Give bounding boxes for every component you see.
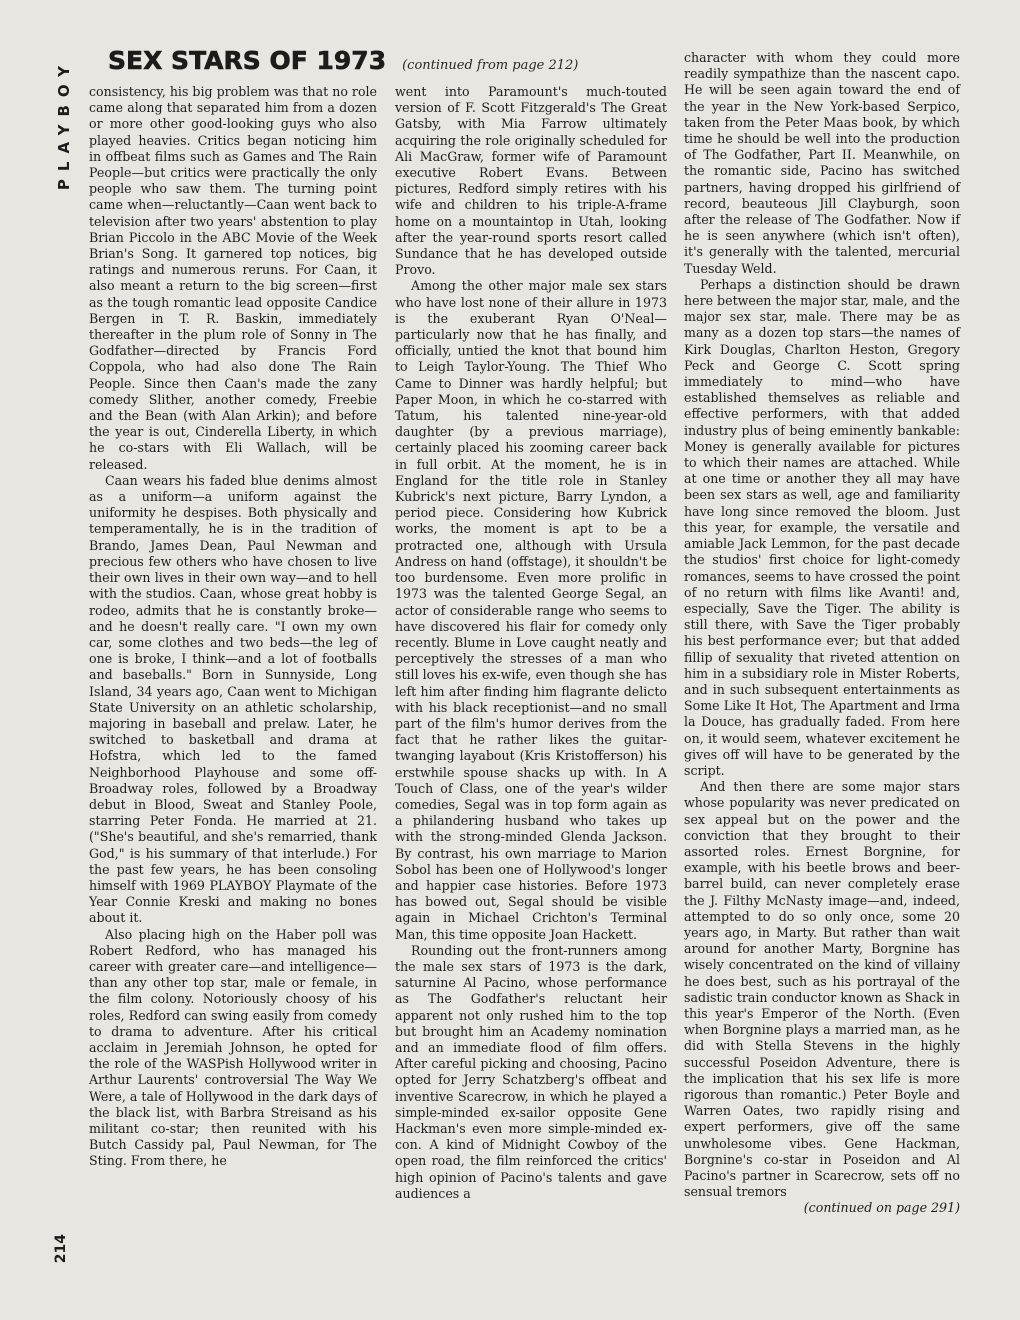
paragraph: consistency, his big problem was that no role came along that separated him from a dozen or more other good-looking guys who also played heavies. Critics began noticing him in offbeat films such as Games and The Rain People—but critics were practically the only people who saw them. The turning point came when—reluctantly—Caan went back to television after two years' abstention to play Brian Piccolo in the ABC Movie of the Week Brian's Song. It garnered top notices, big ratings and numerous reruns. For Caan, it also meant a return to the big screen—first as the tough romantic lead opposite Candice Bergen in T. R. Baskin, immediately thereafter in the plum role of Sonny in The Godfather—directed by Francis Ford Coppola, who had also done The Rain People. Since then Caan's made the zany comedy Slither, another comedy, Freebie and the Bean (with Alan Arkin); and before the year is out, Cinderella Liberty, in which he co-stars with Eli Wallach, will be released. [89,84,378,472]
magazine-name: PLAYBOY [55,57,73,191]
page-number-text: 214 [53,1234,69,1264]
continued-on-note: (continued on page 291) [803,1200,960,1216]
paragraph: character with whom they could more readily sympathize than the nascent capo. He will be seen again toward the end of the year in the New York-based Serpico, taken from the Peter Maas book, by which time he should be well into the production of The Godfather, Part II. Meanwhile, on the romantic side, Pacino has switched partners, having dropped his girlfriend of record, beauteous Jill Clayburgh, soon after the release of The Godfather. Now if he is seen anywhere (which isn't often), it's generally with the talented, mercurial Tuesday Weld. [684,50,960,276]
paragraph: Among the other major male sex stars who have lost none of their allure in 1973 is the exuberant Ryan O'Neal—particularly now that he has finally, and officially, untied the knot that bound him to Leigh Taylor-Young. The Thief Who Came to Dinner was hardly helpful; but Paper Moon, in which he co-starred with Tatum, his talented nine-year-old daughter (by a previous marriage), certainly placed his zooming career back in full orbit. At the moment, he is in England for the title role in Stanley Kubrick's next picture, Barry Lyndon, a period piece. Considering how Kubrick works, the moment is apt to be a protracted one, although with Ursula Andress on hand (offstage), it shouldn't be too burdensome. Even more prolific in 1973 was the talented George Segal, an actor of considerable range who seems to have discovered his flair for comedy only recently. Blume in Love caught neatly and perceptively the stresses of a man who still loves his ex-wife, even though she has left him after finding him flagrante delicto with his black receptionist—and no small part of the film's humor derives from the fact that he rather likes the guitar-twanging layabout (Kris Kristofferson) his erstwhile spouse shacks up with. In A Touch of Class, one of the year's wilder comedies, Segal was in top form again as a philandering husband who takes up with the strong-minded Glenda Jackson. By contrast, his own marriage to Marion Sobol has been one of Hollywood's longer and happier case histories. Before 1973 has bowed out, Segal should be visible again in Michael Crichton's Terminal Man, this time opposite Joan Hackett. [395,278,667,942]
paragraph: Perhaps a distinction should be drawn here between the major star, male, and the major sex star, male. There may be as many as a dozen top stars—the names of Kirk Douglas, Charlton Heston, Gregory Peck and George C. Scott spring immediately to mind—who have established themselves as reliable and effective performers, with that added industry plus of being eminently bankable: Money is generally available for pictures to which their names are attached. While at one time or another they all may have been sex stars as well, age and familiarity have long since removed the bloom. Just this year, for example, the versatile and amiable Jack Lemmon, for the past decade the studios' first choice for light-comedy romances, seems to have crossed the point of no return with films like Avanti! and, especially, Save the Tiger. The ability is still there, with Save the Tiger probably his best performance ever; but that added fillip of sexuality that riveted attention on him in a subsidiary role in Mister Roberts, and in such subsequent entertainments as Some Like It Hot, The Apartment and Irma la Douce, has gradually faded. From here on, it would seem, whatever excitement he gives off will have to be generated by the script. [684,276,960,778]
paragraph: went into Paramount's much-touted version of F. Scott Fitzgerald's The Great Gatsby, with Mia Farrow ultimately acquiring the role originally scheduled for Ali MacGraw, former wife of Paramount executive Robert Evans. Between pictures, Redford simply retires with his wife and children to his triple-A-frame home on a mountaintop in Utah, looking after the year-round sports resort called Sundance that he has developed outside Provo. [395,84,667,278]
article-header [108,46,578,86]
page-number [46,1234,76,1263]
magazine-name-spine [50,44,78,204]
article-title: SEX STARS OF 1973 [108,46,387,75]
paragraph: Also placing high on the Haber poll was Robert Redford, who has managed his career with greater care—and intelligence—than any other top star, male or female, in the film colony. Notoriously choosy of his roles, Redford can swing easily from comedy to drama to adventure. After his critical acclaim in Jeremiah Johnson, he opted for the role of the WASPish Hollywood writer in Arthur Laurents' controversial The Way We Were, a tale of Hollywood in the dark days of the black list, with Barbra Streisand as his militant co-star; then reunited with his Butch Cassidy pal, Paul Newman, for The Sting. From there, he [89,926,377,1169]
paragraph: Rounding out the front-runners among the male sex stars of 1973 is the dark, saturnine Al Pacino, whose performance as The Godfather's reluctant heir apparent not only rushed him to the top but brought him an Academy nomination and an immediate flood of film offers. After careful picking and choosing, Pacino opted for Jerry Schatzberg's offbeat and inventive Scarecrow, in which he played a simple-minded ex-sailor opposite Gene Hackman's even more simple-minded ex-con. A kind of Midnight Cowboy of the open road, the film reinforced the critics' high opinion of Pacino's talents and gave audiences a [395,942,667,1201]
continued-from-note: (continued from page 212) [402,58,579,73]
text-column-1 [89,84,377,1170]
text-column-3 [684,50,960,1217]
paragraph: And then there are some major stars whose popularity was never predicated on sex appeal but on the power and the conviction that they brought to their assorted roles. Ernest Borgnine, for example, with his beetle brows and beer-barrel build, can never completely erase the J. Filthy McNasty image—and, indeed, attempted to do so only once, some 20 years ago, in Marty. But rather than wait around for another Marty, Borgnine has wisely concentrated on the kind of villainy he does best, such as his portrayal of the sadistic train conductor known as Shack in this year's Emperor of the North. (Even when Borgnine plays a married man, as he did with Stella Stevens in the highly successful Poseidon Adventure, there is the implication that his sex life is more rigorous than romantic.) Peter Boyle and Warren Oates, two rapidly rising and expert performers, give off the same unwholesome vibes. Gene Hackman, Borgnine's co-star in Poseidon and Al Pacino's partner in Scarecrow, sets off no sensual tremors [684,779,960,1200]
paragraph: Caan wears his faded blue denims almost as a uniform—a uniform against the uniformity he despises. Both physically and temperamentally, he is in the tradition of Brando, James Dean, Paul Newman and precious few others who have chosen to live their own lives in their own way—and to hell with the studios. Caan, whose great hobby is rodeo, admits that he is constantly broke—and he doesn't really care. "I own my own car, some clothes and two beds—the leg of one is broke, I think—and a lot of footballs and baseballs." Born in Sunnyside, Long Island, 34 years ago, Caan went to Michigan State University on an athletic scholarship, majoring in baseball and prelaw. Later, he switched to basketball and drama at Hofstra, which led to the famed Neighborhood Playhouse and some off-Broadway roles, followed by a Broadway debut in Blood, Sweat and Stanley Poole, starring Peter Fonda. He married at 21. ("She's beautiful, and she's remarried, thank God," is his summary of that interlude.) For the past few years, he has been consoling himself with 1969 PLAYBOY Playmate of the Year Connie Kreski and making no bones about it. [89,472,377,926]
text-column-2 [395,84,667,1202]
